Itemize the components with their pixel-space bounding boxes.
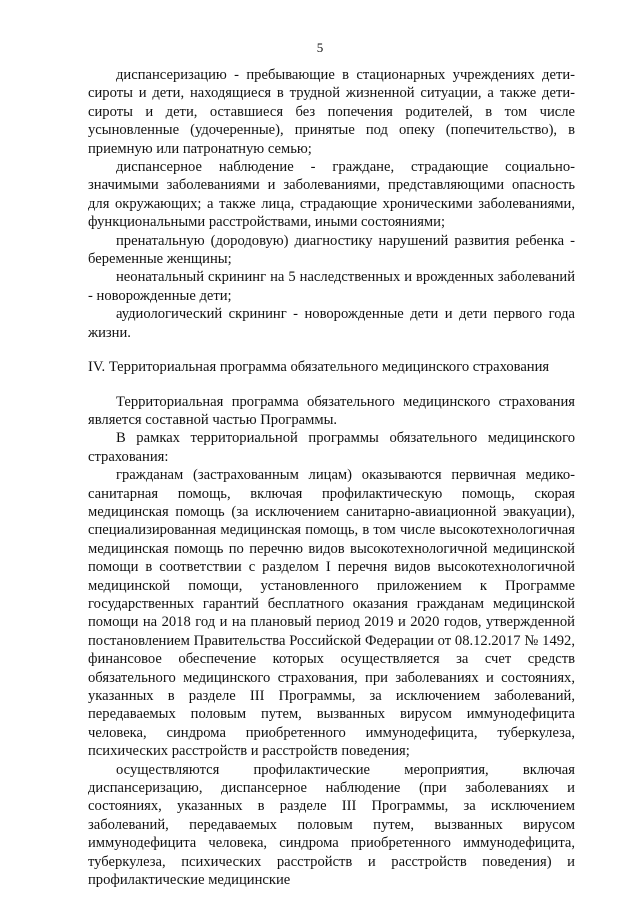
paragraph-dispanserization: диспансеризацию - пребывающие в стационарных учреждениях дети-сироты и дети, находящиеся в трудной жизненной ситуации, а также дети-сироты и дети, оставшиеся без попечения родителей, в том числе усыновленные (удочеренные), принятые под опеку (попечительство), в приемную или патронатную семью; <box>88 67 575 157</box>
document-body <box>88 66 575 889</box>
paragraph-within-program: В рамках территориальной программы обязательного медицинского страхования: <box>88 430 575 465</box>
paragraph-medical-care-provided: гражданам (застрахованным лицам) оказываются первичная медико-санитарная помощь, включая профилактическую помощь, скорая медицинская помощь (за исключением санитарно-авиационной эвакуации), специализированная медицинская помощь, в том числе высокотехнологичная медицинская помощь по перечню видов высокотехнологичной медицинской помощи в соответствии с разделом I перечня видов высокотехнологичной медицинской помощи, установленного приложением к Программе государственных гарантий бесплатного оказания гражданам медицинской помощи на 2018 год и на плановый период 2019 и 2020 годов, утвержденной постановлением Правительства Российской Федерации от 08.12.2017 № 1492, финансовое обеспечение которых осуществляется за счет средств обязательного медицинского страхования, при заболеваниях и состояниях, указанных в разделе III Программы, за исключением заболеваний, передаваемых половым путем, вызванных вирусом иммунодефицита человека, синдрома приобретенного иммунодефицита, туберкулеза, психических расстройств и расстройств поведения; <box>88 467 575 760</box>
paragraph-program-part: Территориальная программа обязательного медицинского страхования является составной частью Программы. <box>88 393 575 428</box>
paragraph-neonatal-screening: неонатальный скрининг на 5 наследственных и врожденных заболеваний - новорожденные дети; <box>88 269 575 304</box>
paragraph-dispensary-observation: диспансерное наблюдение - граждане, страдающие социально-значимыми заболеваниями и заболеваниями, представляющими опасность для окружающих; а также лица, страдающие хроническими заболеваниями, функциональными расстройствами, иными состояниями; <box>88 159 575 231</box>
paragraph-preventive-measures: осуществляются профилактические мероприятия, включая диспансеризацию, диспансерное наблюдение (при заболеваниях и состояниях, указанных в разделе III Программы, за исключением заболеваний, передаваемых половым путем, вызванных вирусом иммунодефицита человека, синдрома приобретенного иммунодефицита, туберкулеза, психических расстройств и расстройств поведения) и профилактические медицинские <box>88 761 575 889</box>
paragraph-prenatal-diagnostics: пренатальную (дородовую) диагностику нарушений развития ребенка - беременные женщины; <box>88 232 575 268</box>
page-number: 5 <box>316 40 324 55</box>
paragraph-audiological-screening: аудиологический скрининг - новорожденные дети и дети первого года жизни. <box>88 306 575 341</box>
section-heading: IV. Территориальная программа обязательного медицинского страхования <box>88 359 550 376</box>
